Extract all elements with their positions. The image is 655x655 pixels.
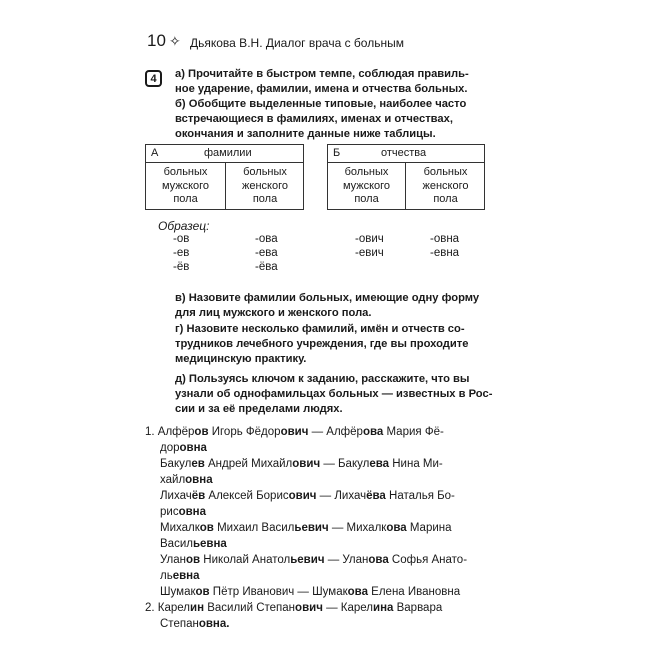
highlighted-ending: ьевич <box>294 522 329 534</box>
task-ab-line: б) Обобщите выделенные типовые, наиболее часто <box>175 98 467 110</box>
list-line <box>160 570 200 582</box>
highlighted-ending: ова <box>386 522 407 534</box>
highlighted-ending: овна <box>178 506 207 518</box>
list-line <box>160 554 467 566</box>
name-text: 2. Карел <box>145 602 191 614</box>
task-v-line: для лиц мужского и женского пола. <box>175 307 372 319</box>
name-text: Михаил Васил <box>213 522 295 534</box>
sample-ending: -ева <box>255 247 278 259</box>
task-d-line: сии и за её пределами людях. <box>175 403 343 415</box>
name-text: Мария Фё- <box>383 426 444 438</box>
name-text: Игорь Фёдор <box>208 426 281 438</box>
name-text: Степан <box>160 618 199 630</box>
cell-line: мужского <box>161 179 210 192</box>
highlighted-ending: овна <box>185 474 213 486</box>
name-text: Васил <box>160 538 193 550</box>
cell-line: пола <box>433 193 458 205</box>
highlighted-ending: овна. <box>198 618 230 630</box>
list-line <box>160 586 460 598</box>
name-text: — Улан <box>324 554 369 566</box>
highlighted-ending: ьевич <box>290 554 325 566</box>
highlighted-ending: ёв <box>191 490 206 502</box>
name-text: — Лихач <box>316 490 367 502</box>
list-line <box>160 618 229 630</box>
name-text: Елена Ивановна <box>367 586 461 598</box>
cell-line: больных <box>243 166 287 178</box>
highlighted-ending: ович <box>288 490 317 502</box>
highlighted-ending: ова <box>368 554 389 566</box>
list-line <box>160 442 207 454</box>
sample-ending: -евич <box>355 247 384 259</box>
task-ab-line: окончания и заполните данные ниже таблицы. <box>175 128 436 140</box>
list-line <box>160 458 443 470</box>
table-title: фамилии <box>204 147 252 159</box>
cell-line: больных <box>163 166 208 178</box>
list-line <box>160 490 455 502</box>
star-icon: ✧ <box>169 33 181 49</box>
sample-ending: -овна <box>430 233 460 245</box>
cell-line: больных <box>344 166 389 178</box>
page-number: 10 <box>147 31 166 50</box>
cell-line: пола <box>354 193 379 205</box>
name-text: Пётр Иванович — Шумак <box>209 586 348 598</box>
task-g-line: трудников лечебного учреждения, где вы проходите <box>175 338 469 350</box>
name-text: Михалк <box>160 522 200 534</box>
task-d-line: д) Пользуясь ключом к заданию, расскажите, что вы <box>175 373 470 385</box>
highlighted-ending: ев <box>191 458 205 470</box>
highlighted-ending: ович <box>292 458 321 470</box>
list-line <box>160 538 227 550</box>
highlighted-ending: овна <box>179 442 207 454</box>
task-d-line: узнали об однофамильцах больных — известных в Рос- <box>175 388 493 400</box>
name-text: Шумак <box>160 586 196 598</box>
cell-line: женского <box>422 179 469 192</box>
name-text: — Михалк <box>328 522 387 534</box>
task-ab-line: встречающиеся в фамилиях, именах и отчествах, <box>175 113 453 125</box>
highlighted-ending: ов <box>186 554 201 566</box>
table-cell-male <box>146 166 225 207</box>
name-text: Улан <box>160 554 186 566</box>
task-g-line: г) Назовите несколько фамилий, имён и отчеств со- <box>175 323 465 335</box>
sample-ending: -ёва <box>255 261 278 273</box>
sample-ending: -ович <box>355 233 384 245</box>
sample-ending: -ов <box>173 233 190 245</box>
sample-ending: -ев <box>173 247 190 259</box>
task-g-line: медицинскую практику. <box>175 353 307 365</box>
highlighted-ending: ина <box>373 602 394 614</box>
name-text: ль <box>160 570 173 582</box>
name-text: Бакул <box>160 458 192 470</box>
table-cell-female <box>226 166 304 207</box>
table-patronymics <box>327 144 485 210</box>
name-text: хайл <box>160 474 186 486</box>
table-header <box>328 145 484 163</box>
cell-line: пола <box>173 193 198 205</box>
name-text: Нина Ми- <box>389 458 443 470</box>
list-line <box>160 522 452 534</box>
name-text: Алексей Борис <box>205 490 289 502</box>
highlighted-ending: ёва <box>366 490 386 502</box>
highlighted-ending: ович <box>295 602 323 614</box>
task-number-badge: 4 <box>145 70 162 87</box>
cell-line: женского <box>242 179 288 192</box>
table-cell-male <box>328 166 405 207</box>
name-text: Марина <box>406 522 452 534</box>
highlighted-ending: ин <box>190 602 205 614</box>
highlighted-ending: евна <box>172 570 200 582</box>
name-text: — Бакул <box>320 458 370 470</box>
highlighted-ending: ова <box>347 586 368 598</box>
highlighted-ending: ов <box>194 426 209 438</box>
sample-ending: -евна <box>430 247 460 259</box>
name-text: Варвара <box>393 602 443 614</box>
name-text: Василий Степан <box>204 602 296 614</box>
table-title: отчества <box>381 147 427 159</box>
highlighted-ending: ович <box>280 426 309 438</box>
highlighted-ending: ов <box>199 522 214 534</box>
name-text: Софья Анато- <box>388 554 468 566</box>
task-ab-line: а) Прочитайте в быстром темпе, соблюдая правиль- <box>175 68 469 80</box>
list-line <box>145 426 444 438</box>
list-line <box>145 602 442 614</box>
table-letter: Б <box>333 147 341 159</box>
name-text: — Карел <box>322 602 373 614</box>
running-title: Дьякова В.Н. Диалог врача с больным <box>190 36 404 50</box>
table-header <box>146 145 303 163</box>
highlighted-ending: ов <box>195 586 210 598</box>
highlighted-ending: ьевна <box>192 538 227 550</box>
task-ab-line: ное ударение, фамилии, имена и отчества больных. <box>175 83 468 95</box>
table-surnames <box>145 144 304 210</box>
sample-ending: -ёв <box>173 261 190 273</box>
sample-label: Образец: <box>158 219 210 233</box>
list-line <box>160 506 206 518</box>
table-letter: А <box>151 147 159 159</box>
list-line <box>160 474 213 486</box>
highlighted-ending: ова <box>362 426 384 438</box>
cell-line: мужского <box>342 179 391 192</box>
name-text: дор <box>160 442 180 454</box>
name-text: Наталья Бо- <box>385 490 455 502</box>
name-text: 1. Алфёр <box>145 426 195 438</box>
cell-line: больных <box>423 166 468 178</box>
name-text: рис <box>160 506 179 518</box>
name-text: Андрей Михайл <box>204 458 293 470</box>
cell-line: пола <box>252 193 278 205</box>
sample-ending: -ова <box>255 233 278 245</box>
highlighted-ending: ева <box>369 458 390 470</box>
name-text: Лихач <box>160 490 192 502</box>
name-text: Николай Анатол <box>200 554 291 566</box>
name-text: — Алфёр <box>308 426 363 438</box>
task-v-line: в) Назовите фамилии больных, имеющие одну форму <box>175 292 480 304</box>
table-cell-female <box>406 166 485 207</box>
